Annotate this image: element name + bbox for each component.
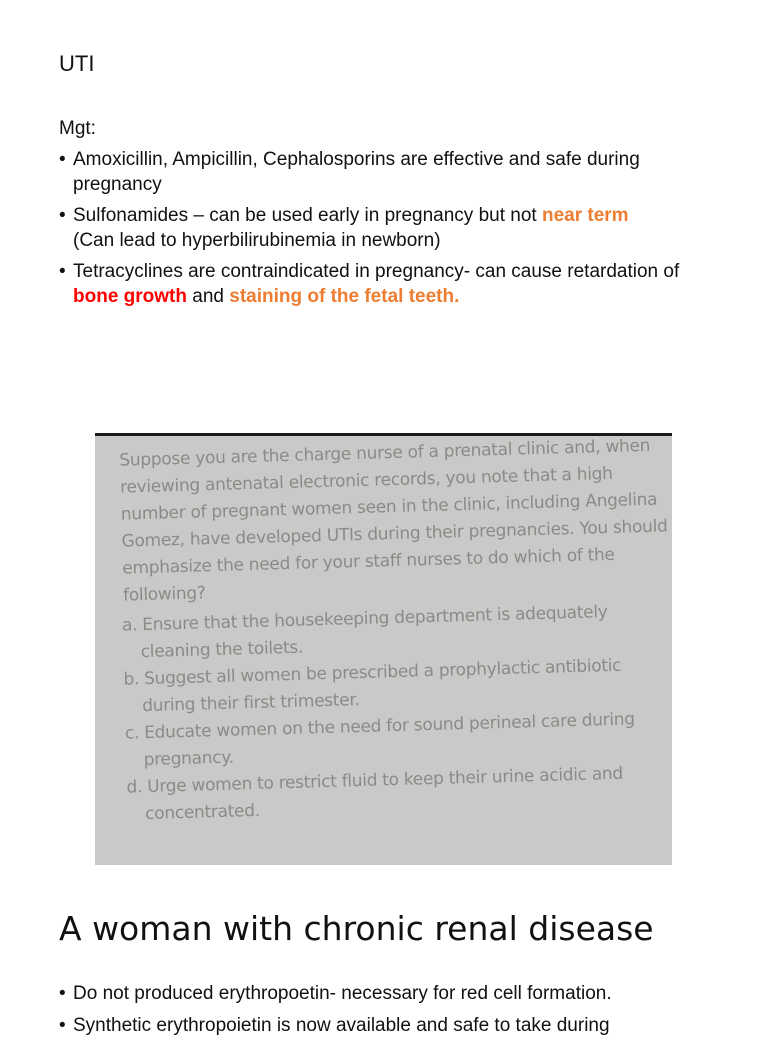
highlight-fetal-teeth: staining of the fetal teeth. <box>229 285 460 307</box>
bullet-item <box>59 260 719 309</box>
bullet-dot-icon: • <box>59 149 66 170</box>
bullet-item <box>59 148 719 197</box>
photo-option-a: a. Ensure that the housekeeping department is adequately cleaning the toilets. <box>121 602 608 663</box>
bullet-text: Synthetic erythropoietin is now available and safe to take during <box>73 1014 610 1036</box>
bullet-dot-icon: • <box>59 983 66 1004</box>
question-photo <box>95 433 672 865</box>
photo-option-d: d. Urge women to restrict fluid to keep their urine acidic and concentrated. <box>126 763 624 825</box>
bullet-text-mid: and <box>186 285 230 307</box>
highlight-bone-growth: bone growth <box>73 285 187 307</box>
photo-option-b: b. Suggest all women be prescribed a prophylactic antibiotic during their first trimester. <box>123 655 622 717</box>
bullet-text-post: (Can lead to hyperbilirubinemia in newborn) <box>73 229 441 251</box>
bullet-text: Do not produced erythropoetin- necessary for red cell formation. <box>73 983 612 1004</box>
bullet-item <box>59 1014 719 1039</box>
photo-text-block <box>107 433 672 829</box>
renal-bullet-list <box>59 982 719 1045</box>
bullet-dot-icon: • <box>59 261 66 282</box>
bullet-text: Amoxicillin, Ampicillin, Cephalosporins are effective and safe during pregnancy <box>73 149 640 195</box>
management-label: Mgt: <box>59 118 96 139</box>
slide-title-renal: A woman with chronic renal disease <box>59 909 654 948</box>
bullet-item <box>59 204 719 253</box>
bullet-dot-icon: • <box>59 205 66 226</box>
photo-question-text: Suppose you are the charge nurse of a prenatal clinic and, when reviewing antenatal electronic records, you note that a high number of pregnant women seen in the clinic, including Angelina Gomez, have developed UTIs during their pregnancies. You should emphasize the need for your staff nurses to do which of the following? <box>119 435 668 606</box>
bullet-item <box>59 982 719 1007</box>
management-bullet-list <box>59 148 719 316</box>
slide-title-uti: UTI <box>59 51 95 76</box>
bullet-text-pre: Sulfonamides – can be used early in pregnancy but not <box>73 205 542 226</box>
bullet-dot-icon: • <box>59 1014 66 1036</box>
photo-option-c: c. Educate women on the need for sound perineal care during pregnancy. <box>124 709 635 771</box>
bullet-text-pre: Tetracyclines are contraindicated in pregnancy- can cause retardation of <box>73 261 680 282</box>
highlight-near-term: near term <box>541 205 629 226</box>
